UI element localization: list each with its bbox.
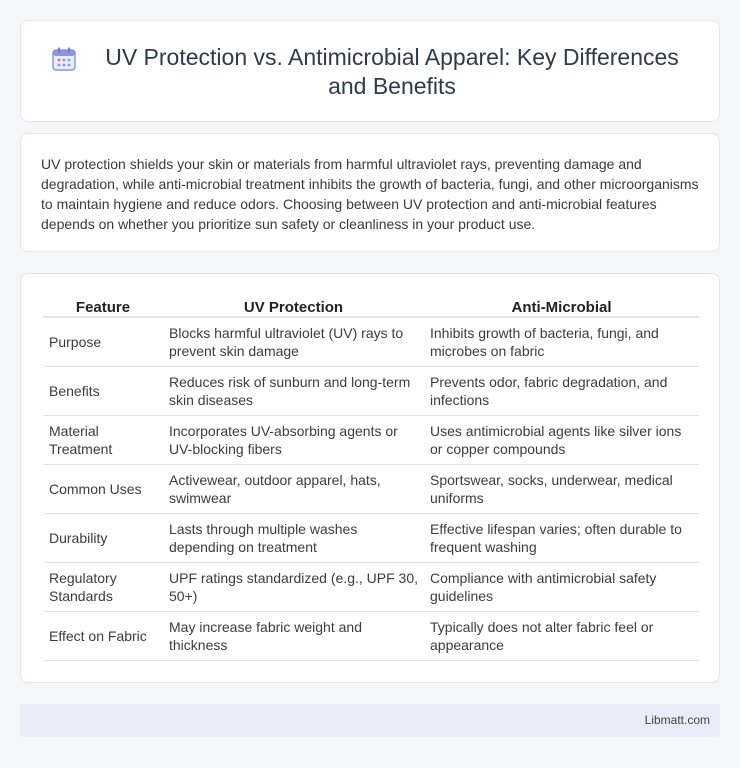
uv-protection-cell: Incorporates UV-absorbing agents or UV-blocking fibers: [163, 416, 424, 465]
intro-paragraph: UV protection shields your skin or materials from harmful ultraviolet rays, preventing damage and degradation, while anti-microbial treatment inhibits the growth of bacteria, fungi, and other microorganisms to maintain hygiene and reduce odors. Choosing between UV protection and anti-microbial features depends on whether you prioritize sun safety or cleanliness in your product use.: [41, 156, 699, 232]
anti-microbial-cell: Uses antimicrobial agents like silver ions or copper compounds: [424, 416, 699, 465]
anti-microbial-cell: Sportswear, socks, underwear, medical uniforms: [424, 465, 699, 514]
table-row: [43, 514, 699, 563]
uv-protection-cell: Lasts through multiple washes depending on treatment: [163, 514, 424, 563]
title-card: [20, 20, 720, 122]
table-row: [43, 318, 699, 367]
footer-site-link[interactable]: Libmatt.com: [644, 713, 710, 727]
table-header-row: [43, 296, 699, 318]
feature-cell: Purpose: [43, 318, 163, 367]
feature-cell: Common Uses: [43, 465, 163, 514]
feature-cell: Durability: [43, 514, 163, 563]
intro-card: [20, 133, 720, 252]
anti-microbial-cell: Typically does not alter fabric feel or appearance: [424, 612, 699, 661]
page-title: UV Protection vs. Antimicrobial Apparel: Key Differences and Benefits: [105, 44, 679, 99]
anti-microbial-cell: Inhibits growth of bacteria, fungi, and microbes on fabric: [424, 318, 699, 367]
column-header-anti-microbial: Anti-Microbial: [424, 296, 699, 318]
calendar-icon: [51, 46, 77, 72]
title-row: [49, 43, 699, 101]
feature-cell: Material Treatment: [43, 416, 163, 465]
table-row: [43, 563, 699, 612]
anti-microbial-cell: Effective lifespan varies; often durable to frequent washing: [424, 514, 699, 563]
feature-cell: Benefits: [43, 367, 163, 416]
comparison-card: [20, 273, 720, 683]
table-row: [43, 612, 699, 661]
uv-protection-cell: Reduces risk of sunburn and long-term skin diseases: [163, 367, 424, 416]
column-header-feature: Feature: [43, 296, 163, 318]
table-row: [43, 465, 699, 514]
table-row: [43, 416, 699, 465]
feature-cell: Regulatory Standards: [43, 563, 163, 612]
footer-bar: [20, 704, 720, 737]
table-row: [43, 367, 699, 416]
anti-microbial-cell: Prevents odor, fabric degradation, and infections: [424, 367, 699, 416]
feature-cell: Effect on Fabric: [43, 612, 163, 661]
column-header-uv-protection: UV Protection: [163, 296, 424, 318]
comparison-table: [43, 296, 699, 661]
uv-protection-cell: Blocks harmful ultraviolet (UV) rays to prevent skin damage: [163, 318, 424, 367]
uv-protection-cell: May increase fabric weight and thickness: [163, 612, 424, 661]
uv-protection-cell: Activewear, outdoor apparel, hats, swimwear: [163, 465, 424, 514]
anti-microbial-cell: Compliance with antimicrobial safety guidelines: [424, 563, 699, 612]
uv-protection-cell: UPF ratings standardized (e.g., UPF 30, 50+): [163, 563, 424, 612]
